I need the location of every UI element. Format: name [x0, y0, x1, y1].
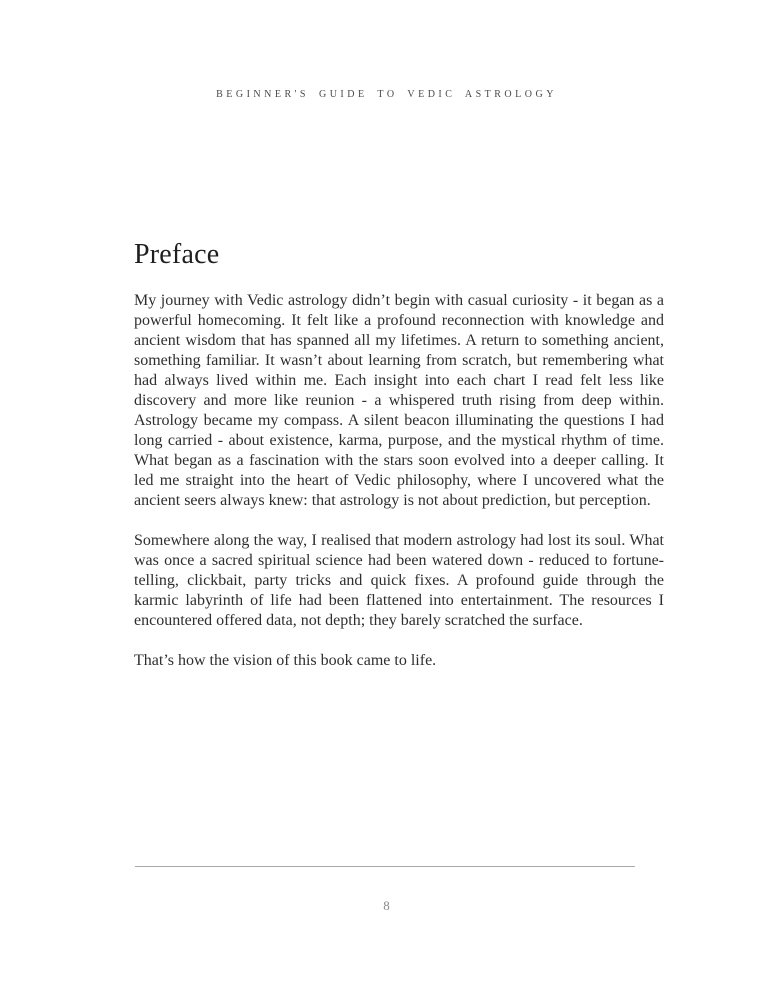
- paragraph-3: That’s how the vision of this book came to life.: [134, 652, 437, 669]
- paragraph-2: Somewhere along the way, I realised that modern astrology had lost its soul. What was once a sacred spiritual science had been watered down - reduced to fortune-telling, clickbait, party tricks and quick fixes. A profound guide through the karmic labyrinth of life had been flattened into entertainment. The resources I encountered offered data, not depth; they barely scratched the surface.: [134, 532, 664, 629]
- paragraph-1: My journey with Vedic astrology didn’t begin with casual curiosity - it began as a powerful homecoming. It felt like a profound reconnection with knowledge and ancient wisdom that has spanned all my lifetimes. A return to something ancient, something familiar. It wasn’t about learning from scratch, but remembering what had always lived within me. Each insight into each chart I read felt less like discovery and more like reunion - a whispered truth rising from deep within. Astrology became my compass. A silent beacon illuminating the questions I had long carried - about existence, karma, purpose, and the mystical rhythm of time. What began as a fascination with the stars soon evolved into a deeper calling. It led me straight into the heart of Vedic philosophy, where I uncovered what the ancient seers always knew: that astrology is not about prediction, but perception.: [134, 292, 664, 509]
- footer-divider: [135, 866, 635, 867]
- running-header: BEGINNER'S GUIDE TO VEDIC ASTROLOGY: [216, 89, 557, 100]
- page-number: 8: [383, 898, 390, 913]
- page-content: [134, 240, 664, 671]
- section-heading: Preface: [134, 239, 220, 270]
